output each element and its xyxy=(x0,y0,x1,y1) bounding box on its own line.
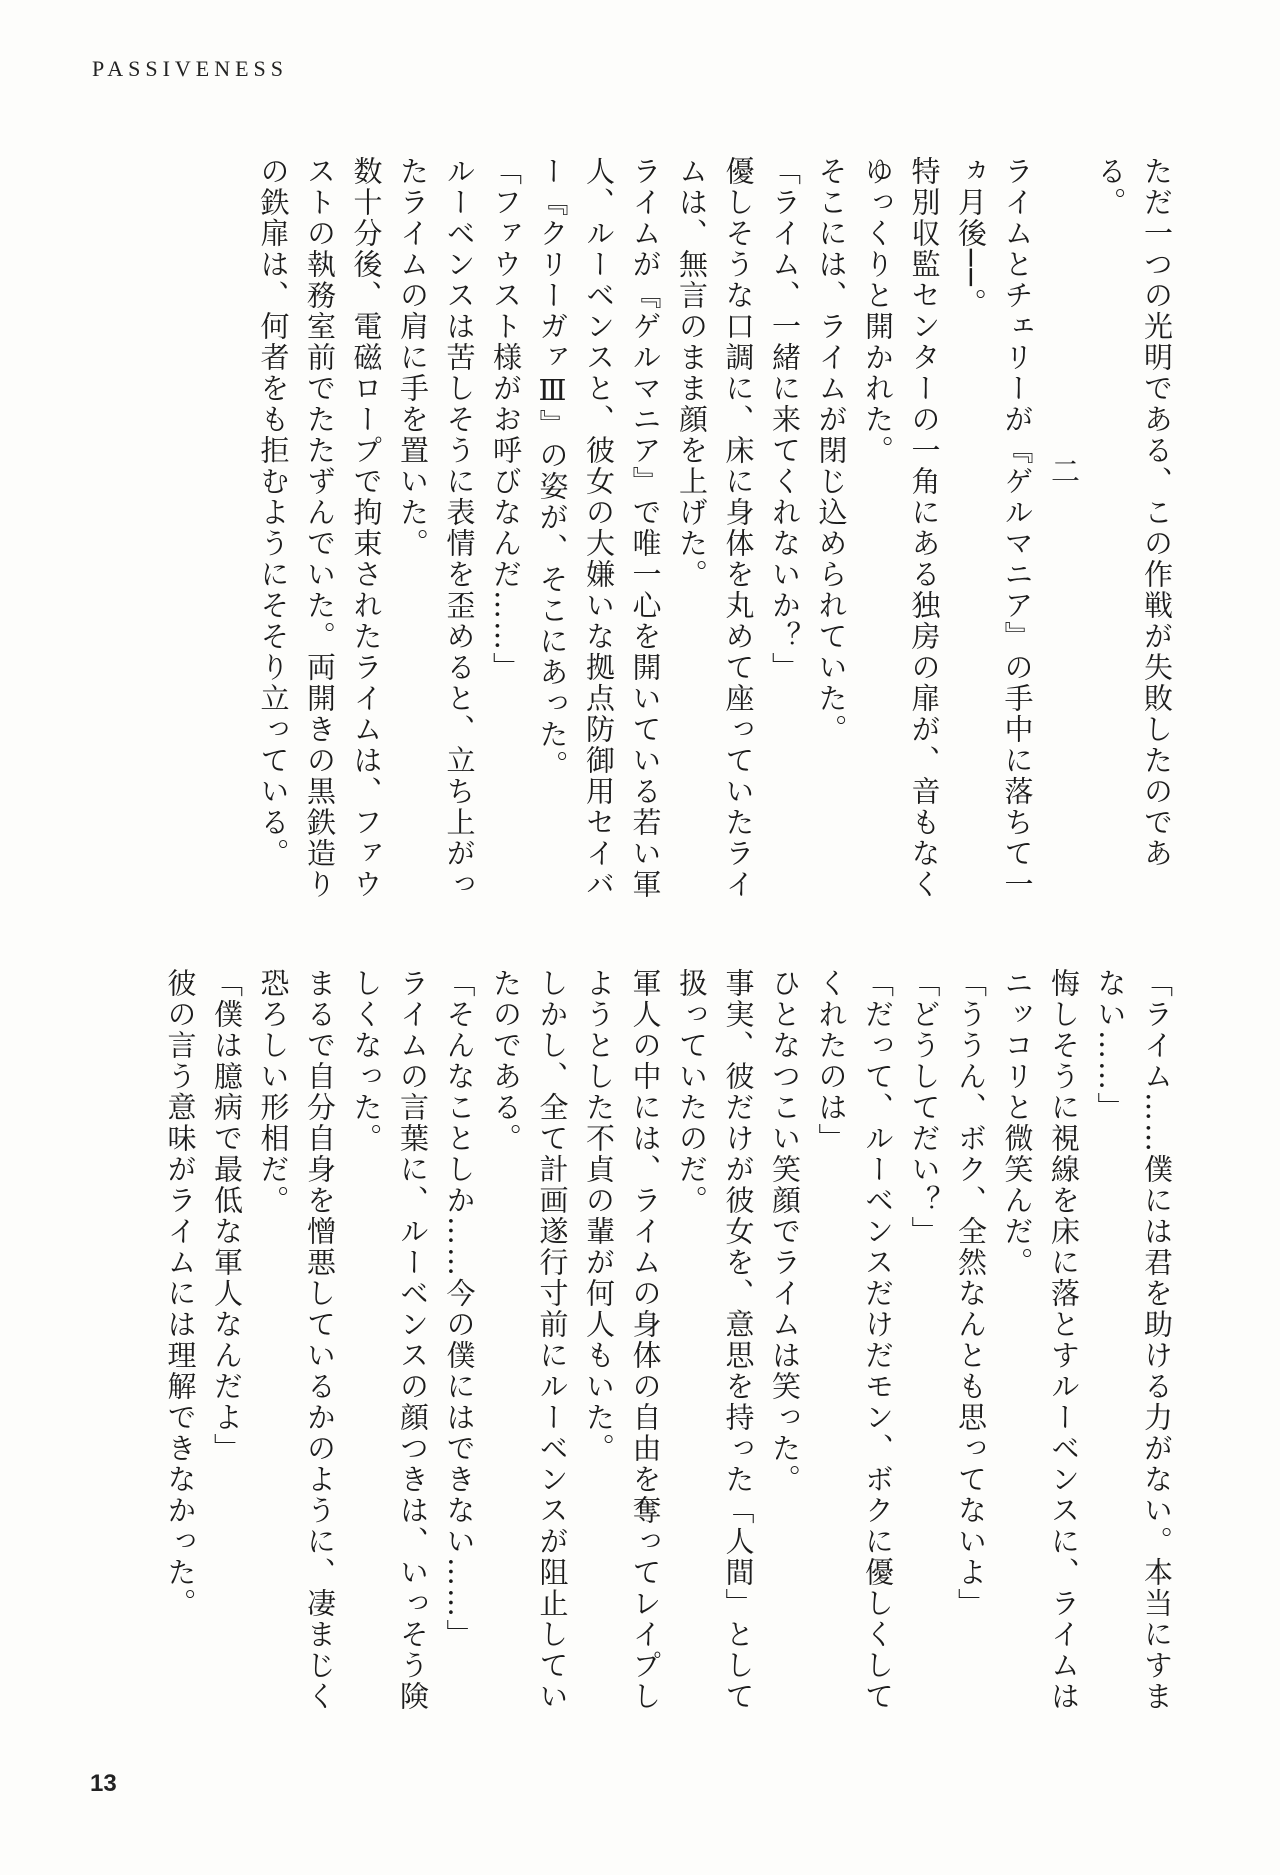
upper-text-block xyxy=(130,156,1180,916)
paragraph: ライムとチェリーが『ゲルマニア』の手中に落ちて一ヵ月後──。 xyxy=(954,156,1035,900)
paragraph: 「どうしてだい？」 xyxy=(907,968,942,1247)
paragraph: 彼の言う意味がライムには理解できなかった。 xyxy=(163,968,198,1619)
paragraph: 優しそうな口調に、床に身体を丸めて座っていたライムは、無言のまま顔を上げた。 xyxy=(675,156,756,900)
paragraph: 軍人の中には、ライムの身体の自由を奪ってレイプしようとした不貞の輩が何人もいた。 xyxy=(582,968,663,1712)
paragraph: 「だって、ルーベンスだけだモン、ボクに優しくしてくれたのは」 xyxy=(814,968,895,1712)
paragraph: ルーベンスは苦しそうに表情を歪めると、立ち上がったライムの肩に手を置いた。 xyxy=(396,156,477,900)
paragraph: 特別収監センターの一角にある独房の扉が、音もなくゆっくりと開かれた。 xyxy=(861,156,942,900)
paragraph: しかし、全て計画遂行寸前にルーベンスが阻止していたのである。 xyxy=(489,968,570,1712)
paragraph: そこには、ライムが閉じ込められていた。 xyxy=(814,156,849,745)
paragraph: 「ファウスト様がお呼びなんだ……」 xyxy=(489,156,523,683)
paragraph: 「ライム……僕には君を助ける力がない。本当にすまない……」 xyxy=(1093,968,1174,1712)
running-header: PASSIVENESS xyxy=(92,56,289,81)
paragraph: 「僕は臆病で最低な軍人なんだよ」 xyxy=(210,968,244,1464)
paragraph: 悔しそうに視線を床に落とすルーベンスに、ライムはニッコリと微笑んだ。 xyxy=(1000,968,1081,1712)
paragraph: ライムの言葉に、ルーベンスの顔つきは、いっそう険しくなった。 xyxy=(349,968,430,1712)
lower-text-block xyxy=(130,968,1180,1728)
paragraph: 「ライム、一緒に来てくれないか？」 xyxy=(768,156,802,683)
paragraph: ひとなつこい笑顔でライムは笑った。 xyxy=(768,968,802,1495)
section-number: 二 xyxy=(1047,456,1081,487)
paragraph: 「ううん、ボク、全然なんとも思ってないよ」 xyxy=(954,968,988,1619)
paragraph: ただ一つの光明である、この作戦が失敗したのである。 xyxy=(1093,156,1174,869)
paragraph: 「そんなことしか……今の僕にはできない……」 xyxy=(442,968,477,1650)
page-number: 13 xyxy=(90,1770,117,1797)
paragraph: まるで自分自身を憎悪しているかのように、凄まじく恐ろしい形相だ。 xyxy=(256,968,337,1712)
paragraph: ライムが『ゲルマニア』で唯一心を開いている若い軍人、ルーベンスと、彼女の大嫌いな拠点防御用セイバー『クリーガァⅢ』の姿が、そこにあった。 xyxy=(535,156,663,900)
paragraph: 事実、彼だけが彼女を、意思を持った「人間」として扱っていたのだ。 xyxy=(675,968,756,1712)
paragraph: 数十分後、電磁ロープで拘束されたライムは、ファウストの執務室前でたたずんでいた。両開きの黒鉄造りの鉄扉は、何者をも拒むようにそそり立っている。 xyxy=(256,156,384,900)
